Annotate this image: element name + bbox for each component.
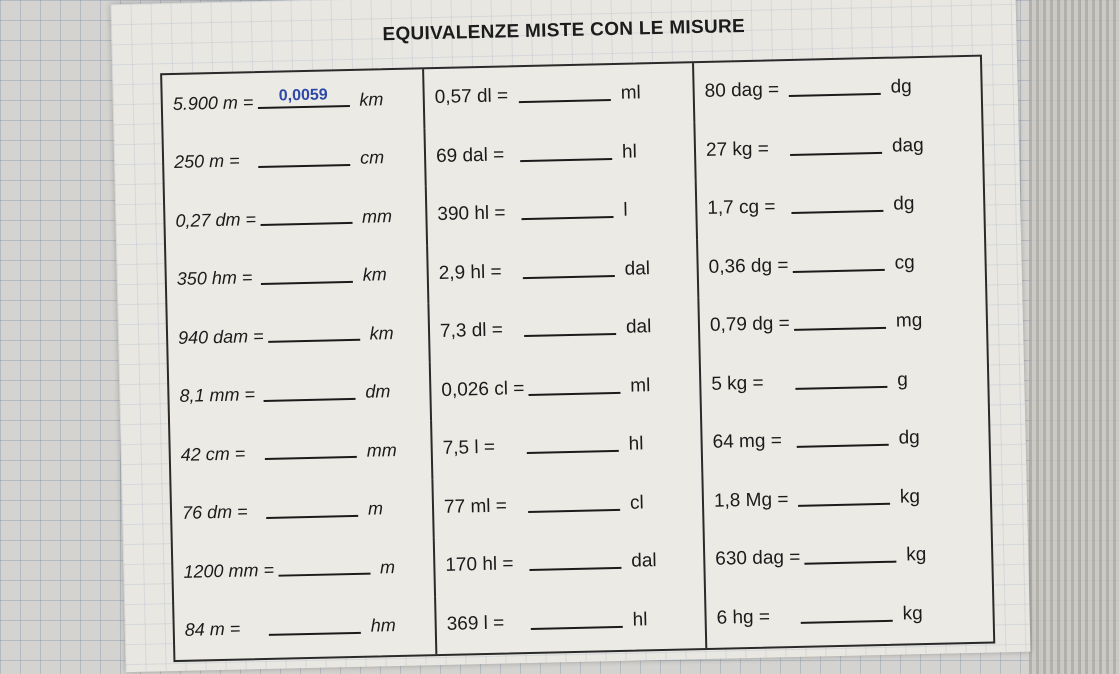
answer-blank[interactable] bbox=[796, 424, 888, 448]
notebook-edge bbox=[1029, 0, 1119, 674]
answer-blank[interactable] bbox=[792, 249, 884, 273]
exercise-expression: 390 hl = bbox=[437, 202, 506, 226]
exercise-expression: 369 l = bbox=[446, 612, 505, 635]
answer-blank[interactable] bbox=[804, 541, 896, 565]
exercise-expression: 7,5 l = bbox=[442, 436, 496, 460]
exercise-cell bbox=[697, 174, 984, 239]
answer-blank[interactable] bbox=[794, 307, 886, 331]
target-unit: km bbox=[369, 322, 394, 344]
exercise-expression: 940 dam = bbox=[177, 325, 264, 348]
answer-blank[interactable] bbox=[266, 495, 358, 519]
target-unit: dag bbox=[891, 134, 924, 157]
target-unit: km bbox=[359, 88, 384, 110]
answer-blank[interactable] bbox=[791, 190, 883, 214]
target-unit: dal bbox=[624, 257, 651, 280]
answer-blank[interactable] bbox=[520, 138, 612, 162]
target-unit: kg bbox=[899, 485, 921, 508]
target-unit: dg bbox=[890, 76, 912, 98]
exercise-expression: 6 hg = bbox=[716, 606, 771, 629]
target-unit: dal bbox=[625, 316, 652, 338]
exercise-expression: 170 hl = bbox=[445, 553, 514, 577]
exercise-expression: 76 dm = bbox=[181, 501, 248, 524]
answer-blank[interactable] bbox=[790, 132, 882, 156]
answer-blank[interactable] bbox=[267, 319, 359, 343]
exercise-table bbox=[160, 55, 995, 662]
answer-blank[interactable] bbox=[800, 600, 892, 624]
exercise-cell bbox=[431, 356, 702, 421]
target-unit: cl bbox=[629, 492, 644, 514]
exercise-expression: 84 m = bbox=[184, 618, 241, 641]
exercise-cell bbox=[701, 349, 988, 414]
answer-blank[interactable] bbox=[278, 553, 370, 577]
answer-blank[interactable] bbox=[795, 366, 887, 390]
target-unit: hm bbox=[370, 615, 396, 636]
exercise-expression: 5 kg = bbox=[711, 372, 764, 395]
target-unit: ml bbox=[620, 82, 641, 105]
answer-blank[interactable] bbox=[528, 489, 620, 513]
answer-blank[interactable] bbox=[530, 606, 622, 630]
exercise-cell bbox=[695, 115, 982, 180]
target-unit: dal bbox=[631, 550, 657, 572]
answer-blank[interactable] bbox=[526, 430, 618, 454]
exercise-cell bbox=[429, 297, 700, 362]
exercise-expression: 630 dag = bbox=[715, 547, 801, 571]
exercise-cell bbox=[171, 479, 434, 543]
exercise-cell bbox=[162, 69, 425, 133]
answer-blank[interactable] bbox=[518, 79, 610, 103]
answer-blank[interactable] bbox=[798, 483, 890, 507]
target-unit: mg bbox=[895, 310, 923, 332]
answer-blank[interactable] bbox=[264, 436, 356, 460]
worksheet bbox=[111, 0, 1031, 672]
exercise-expression: 350 hm = bbox=[176, 267, 253, 290]
exercise-cell bbox=[703, 466, 990, 531]
exercise-expression: 250 m = bbox=[173, 150, 240, 173]
target-unit: m bbox=[379, 556, 396, 578]
target-unit: dm bbox=[365, 381, 391, 402]
target-unit: hl bbox=[621, 141, 638, 163]
exercise-cell bbox=[166, 245, 429, 309]
target-unit: km bbox=[362, 264, 387, 285]
target-unit: g bbox=[897, 369, 909, 391]
exercise-expression: 2,9 hl = bbox=[438, 261, 502, 284]
exercise-cell bbox=[694, 57, 981, 122]
target-unit: cm bbox=[359, 147, 385, 168]
exercise-expression: 80 dag = bbox=[704, 79, 780, 103]
exercise-cell bbox=[165, 186, 428, 250]
exercise-cell bbox=[436, 589, 707, 654]
exercise-expression: 7,3 dl = bbox=[439, 319, 504, 343]
exercise-cell bbox=[432, 414, 703, 479]
exercise-expression: 69 dal = bbox=[435, 144, 505, 167]
target-unit: hl bbox=[632, 609, 648, 631]
exercise-cell bbox=[705, 525, 992, 590]
answer-blank[interactable]: 0,0059 bbox=[257, 85, 349, 109]
answer-blank[interactable] bbox=[268, 612, 360, 636]
exercise-cell bbox=[699, 291, 986, 356]
exercise-expression: 1,8 Mg = bbox=[713, 488, 789, 512]
exercise-expression: 0,026 cl = bbox=[441, 377, 525, 401]
exercise-expression: 5.900 m = bbox=[172, 91, 254, 114]
exercise-cell bbox=[167, 303, 430, 367]
answer-blank[interactable] bbox=[524, 313, 616, 337]
exercise-expression: 42 cm = bbox=[180, 443, 246, 465]
target-unit: ml bbox=[630, 374, 651, 397]
answer-blank[interactable] bbox=[263, 378, 355, 402]
exercise-expression: 0,57 dl = bbox=[434, 85, 509, 109]
exercise-expression: 0,79 dg = bbox=[709, 313, 790, 337]
answer-blank[interactable] bbox=[788, 73, 880, 97]
exercise-cell bbox=[163, 128, 426, 192]
exercise-cell bbox=[174, 596, 437, 660]
exercise-expression: 77 ml = bbox=[443, 495, 508, 518]
exercise-expression: 1200 mm = bbox=[183, 559, 275, 582]
exercise-expression: 8,1 mm = bbox=[179, 384, 256, 407]
exercise-cell bbox=[698, 232, 985, 297]
answer-blank[interactable] bbox=[260, 202, 352, 226]
exercise-cell bbox=[424, 63, 695, 128]
target-unit: m bbox=[367, 498, 384, 519]
exercise-cell bbox=[425, 122, 696, 187]
exercise-cell bbox=[428, 239, 699, 304]
exercise-cell bbox=[173, 537, 436, 601]
exercise-cell bbox=[433, 473, 704, 538]
target-unit: cg bbox=[894, 251, 915, 274]
exercise-expression: 1,7 cg = bbox=[707, 196, 776, 220]
target-unit: dg bbox=[893, 193, 915, 215]
exercise-cell bbox=[702, 408, 989, 473]
exercise-expression: 64 mg = bbox=[712, 430, 783, 454]
answer-blank[interactable] bbox=[522, 255, 614, 279]
exercise-expression: 27 kg = bbox=[705, 138, 770, 161]
worksheet-title: EQUIVALENZE MISTE CON LE MISURE bbox=[382, 15, 746, 46]
exercise-expression: 0,36 dg = bbox=[708, 254, 789, 278]
answer-blank[interactable] bbox=[258, 144, 350, 168]
answer-blank[interactable] bbox=[521, 196, 613, 220]
target-unit: kg bbox=[902, 602, 923, 625]
target-unit: l bbox=[623, 199, 628, 222]
answer-blank[interactable] bbox=[528, 372, 620, 396]
target-unit: dg bbox=[898, 427, 920, 449]
target-unit: mm bbox=[361, 205, 393, 227]
answer-blank[interactable] bbox=[529, 547, 621, 571]
exercise-cell bbox=[706, 583, 993, 648]
target-unit: mm bbox=[366, 439, 397, 461]
exercise-cell bbox=[435, 531, 706, 596]
answer-blank[interactable] bbox=[260, 261, 352, 285]
exercise-expression: 0,27 dm = bbox=[175, 208, 257, 231]
exercise-cell bbox=[170, 420, 433, 484]
exercise-cell bbox=[427, 180, 698, 245]
target-unit: kg bbox=[906, 544, 927, 566]
exercise-cell bbox=[169, 362, 432, 426]
target-unit: hl bbox=[628, 433, 644, 455]
